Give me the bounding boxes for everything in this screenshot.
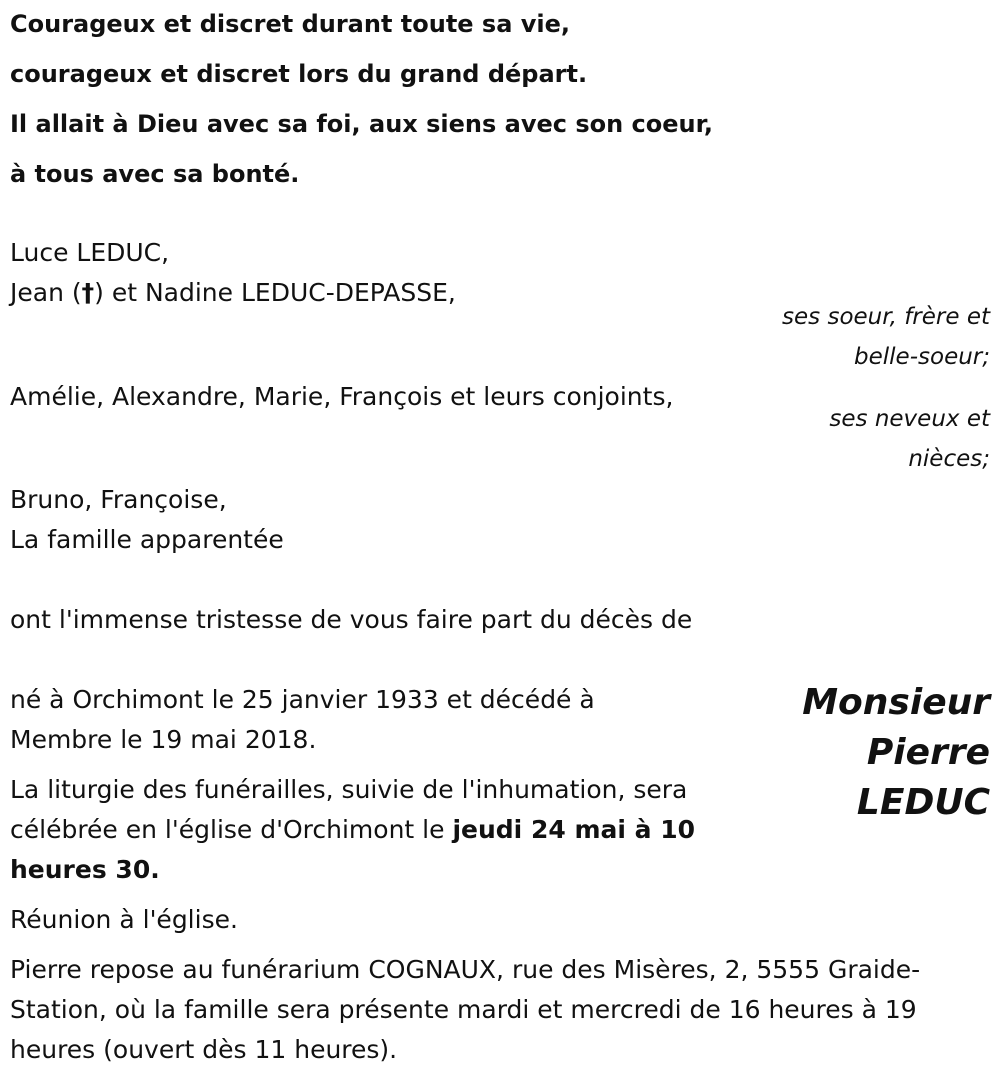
deceased-name [802,678,990,828]
announcement: ont l'immense tristesse de vous faire part du décès de [10,605,693,634]
rest-line-3: heures (ouvert dès 11 heures). [10,1035,398,1064]
siblings-relation-line-1: ses soeur, frère et [782,304,990,330]
family-brother [10,278,456,307]
family-nephews: Amélie, Alexandre, Marie, François et leurs conjoints, [10,382,674,411]
cross-icon: † [81,278,95,307]
funeral-time: heures 30. [10,855,160,884]
family-cousins: Bruno, Françoise, [10,485,227,514]
birth-death-line-2: Membre le 19 mai 2018. [10,725,317,754]
deceased-last-name: LEDUC [856,782,990,823]
funeral-line-2-text: célébrée en l'église d'Orchimont le [10,815,453,844]
birth-death-line-1: né à Orchimont le 25 janvier 1933 et décédé à [10,685,595,714]
rest-line-2: Station, où la famille sera présente mardi et mercredi de 16 heures à 19 [10,995,917,1024]
nephews-relation-line-1: ses neveux et [829,406,990,432]
epigraph-line-2: courageux et discret lors du grand départ. [10,60,588,88]
funeral-line-1: La liturgie des funérailles, suivie de l'inhumation, sera [10,775,688,804]
family-extended: La famille apparentée [10,525,284,554]
nephews-relation-line-2: nièces; [908,446,990,472]
rest-line-1: Pierre repose au funérarium COGNAUX, rue des Misères, 2, 5555 Graide- [10,955,921,984]
family-brother-suffix: ) et Nadine LEDUC-DEPASSE, [94,278,456,307]
family-brother-prefix: Jean ( [10,278,82,307]
deceased-first-name: Pierre [866,732,990,773]
funeral-date: jeudi 24 mai à 10 [452,815,695,844]
family-sister: Luce LEDUC, [10,238,170,267]
siblings-relation-line-2: belle-soeur; [854,344,990,370]
epigraph-line-1: Courageux et discret durant toute sa vie, [10,10,571,38]
meeting-note: Réunion à l'église. [10,905,238,934]
deceased-title: Monsieur [802,682,990,723]
epigraph-line-4: à tous avec sa bonté. [10,160,300,188]
epigraph-line-3: Il allait à Dieu avec sa foi, aux siens avec son coeur, [10,110,714,138]
funeral-line-2 [10,815,695,844]
